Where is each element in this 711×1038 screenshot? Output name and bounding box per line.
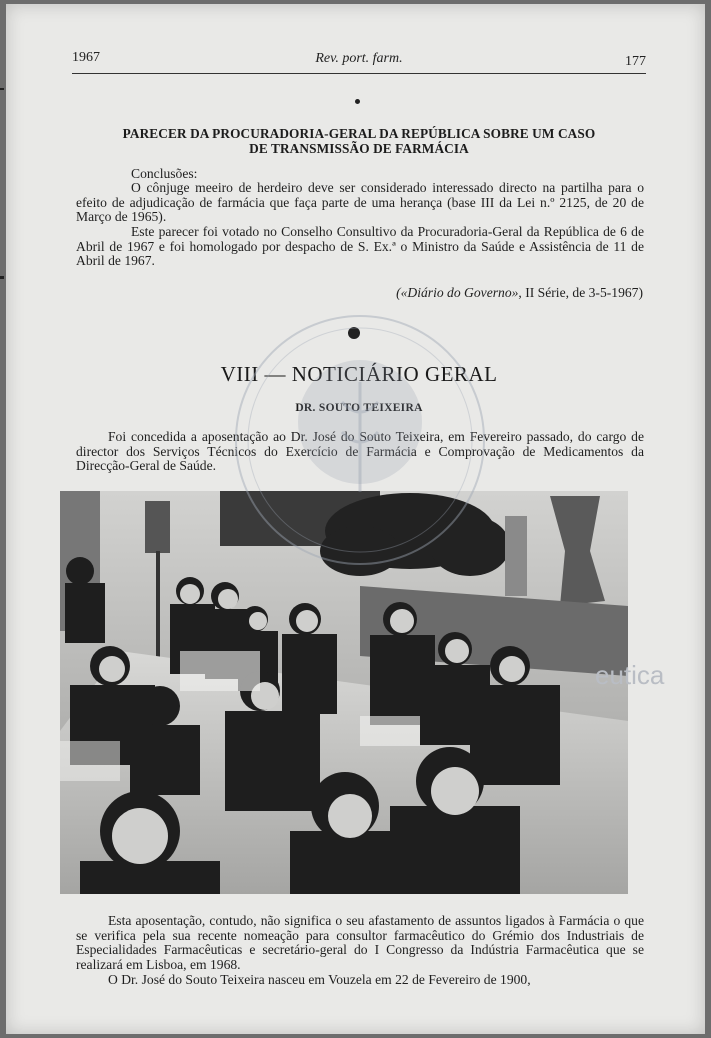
section-title-line: DE TRANSMISSÃO DE FARMÁCIA [249, 141, 469, 156]
photo-illustration [60, 491, 628, 894]
section-divider-dot [348, 327, 360, 339]
page-header [72, 48, 646, 74]
section-title [72, 126, 646, 156]
citation [396, 285, 643, 301]
article-subheading: DR. SOUTO TEIXEIRA [295, 402, 423, 414]
citation-details: , II Série, de 3-5-1967) [518, 285, 643, 300]
paragraph: Este parecer foi votado no Conselho Consultivo da Procuradoria-Geral da República de 6 de Abril de 1967 e foi homologado por despacho de S. Ex.ª o Ministro da Saúde e Assistência de 11 de Abril de 1967. [76, 224, 644, 269]
section-heading: VIII — NOTICIÁRIO GERAL [220, 362, 498, 386]
section-divider-dot [355, 99, 360, 104]
paragraph: Foi concedida a aposentação ao Dr. José do Souto Teixeira, em Fevereiro passado, do cargo de director dos Serviços Técnicos do Exercício de Farmácia e Comprovação de Medicamentos da Direcção-Geral de Saúde. [76, 429, 644, 474]
banquet-photograph [60, 491, 628, 894]
watermark-text: eutica [595, 660, 665, 690]
scan-mark [0, 276, 4, 279]
header-rule [72, 73, 646, 74]
scan-mark [0, 88, 4, 90]
paragraph: Esta aposentação, contudo, não significa o seu afastamento de assuntos ligados à Farmácia o que se verifica pela sua recente nomeação para consultor farmacêutico do Grémio dos Industriais de Especialidades Farmacêuticas e secretário-geral do I Congresso da Indústria Farmacêutica que se realizará em Lisboa, em 1968. [76, 913, 644, 972]
section-title-line: PARECER DA PROCURADORIA-GERAL DA REPÚBLICA SOBRE UM CASO [122, 126, 596, 141]
header-year: 1967 [72, 50, 100, 65]
header-journal-title: Rev. port. farm. [315, 51, 403, 66]
conclusoes-label: Conclusões: [131, 166, 198, 181]
header-page-number: 177 [625, 54, 646, 69]
paragraph: O cônjuge meeiro de herdeiro deve ser considerado interessado directo na partilha para o efeito de adjudicação de farmácia que faça parte de uma herança (base III da Lei n.º 2125, de 20 de Março de 1965). [76, 180, 644, 225]
paragraph: O Dr. José do Souto Teixeira nasceu em Vouzela em 22 de Fevereiro de 1900, [108, 972, 531, 987]
citation-source: («Diário do Governo» [396, 285, 519, 300]
